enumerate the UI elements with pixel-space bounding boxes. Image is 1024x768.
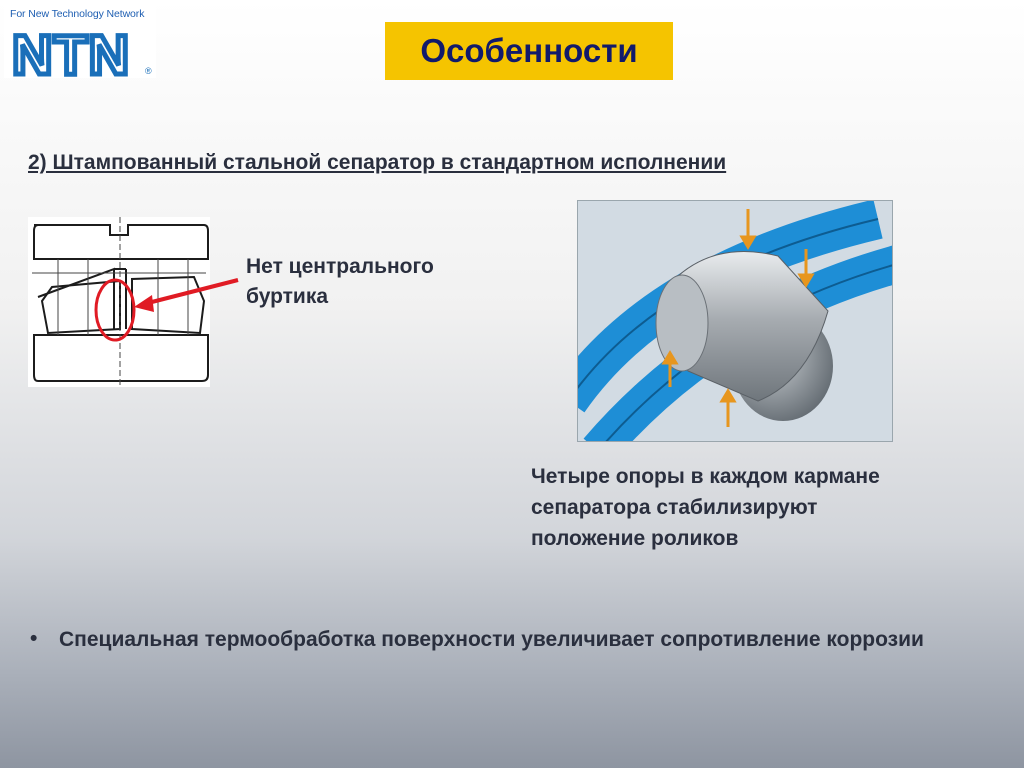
stamped-cage bbox=[38, 269, 126, 329]
callout-line: Нет центрального bbox=[246, 255, 434, 278]
callout-line: буртика bbox=[246, 285, 329, 308]
logo-registered: ® bbox=[145, 66, 152, 76]
cage-pocket-render bbox=[577, 200, 893, 442]
logo-brand: NTN bbox=[12, 23, 131, 78]
bullet-text: Специальная термообработка поверхности увеличивает сопротивление коррозии bbox=[59, 628, 924, 651]
pointer-arrow bbox=[130, 270, 250, 320]
inner-ring bbox=[34, 335, 208, 381]
center-rib-callout bbox=[246, 252, 434, 312]
page-title: Особенности bbox=[420, 32, 638, 69]
section-subtitle: 2) Штампованный стальной сепаратор в стандартном исполнении bbox=[28, 151, 727, 174]
ntn-logo bbox=[4, 4, 156, 78]
callout-line: сепаратора стабилизируют bbox=[531, 496, 818, 519]
callout-line: положение роликов bbox=[531, 527, 739, 550]
title-box bbox=[385, 22, 673, 80]
outer-ring bbox=[34, 225, 208, 259]
logo-tagline: For New Technology Network bbox=[10, 8, 145, 20]
left-roller bbox=[42, 281, 120, 333]
bullet-marker: • bbox=[30, 627, 38, 650]
supports-callout bbox=[531, 461, 880, 554]
ntn-brand-mark bbox=[4, 4, 156, 78]
callout-line: Четыре опоры в каждом кармане bbox=[531, 465, 880, 488]
